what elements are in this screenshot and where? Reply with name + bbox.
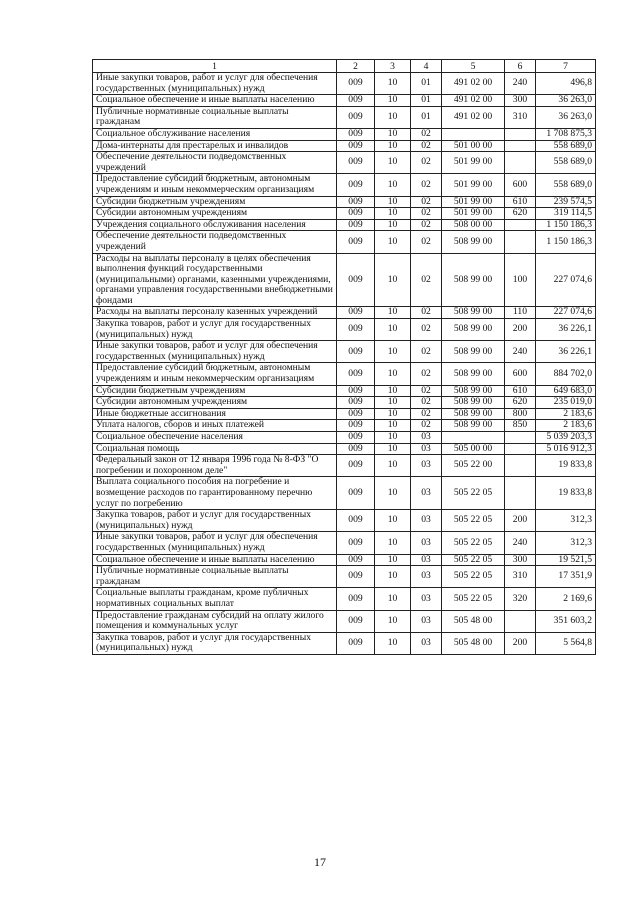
cell-target-article: 491 02 00: [442, 95, 505, 107]
cell-subsection-code: 01: [411, 106, 442, 128]
cell-amount: 239 574,5: [536, 196, 596, 208]
cell-expense-type: 110: [505, 307, 536, 319]
cell-expense-type: 620: [505, 208, 536, 220]
cell-section-code: 10: [375, 397, 411, 409]
row-name: Субсидии автономным учреждениям: [93, 397, 337, 409]
table-row: [93, 588, 596, 610]
cell-section-code: 10: [375, 363, 411, 385]
cell-section-code: 10: [375, 432, 411, 444]
cell-subsection-code: 02: [411, 128, 442, 140]
table-row: [93, 510, 596, 532]
cell-expense-type: [505, 443, 536, 455]
cell-target-article: 491 02 00: [442, 73, 505, 95]
cell-section-code: 10: [375, 477, 411, 510]
cell-section-code: 10: [375, 219, 411, 231]
row-name: Социальное обслуживание населения: [93, 128, 337, 140]
cell-section-code: 10: [375, 140, 411, 152]
cell-subsection-code: 02: [411, 196, 442, 208]
cell-expense-type: 200: [505, 632, 536, 654]
cell-section-code: 10: [375, 196, 411, 208]
row-name: Дома-интернаты для престарелых и инвалидов: [93, 140, 337, 152]
cell-subsection-code: 03: [411, 554, 442, 566]
cell-section-code: 10: [375, 385, 411, 397]
cell-amount: 1 150 186,3: [536, 219, 596, 231]
cell-ministry-code: 009: [337, 231, 375, 253]
cell-amount: 19 833,8: [536, 455, 596, 477]
cell-amount: 558 689,0: [536, 174, 596, 196]
cell-section-code: 10: [375, 510, 411, 532]
cell-section-code: 10: [375, 174, 411, 196]
row-name: Социальное обеспечение населения: [93, 432, 337, 444]
cell-ministry-code: 009: [337, 408, 375, 420]
table-row: [93, 455, 596, 477]
cell-amount: 227 074,6: [536, 307, 596, 319]
cell-ministry-code: 009: [337, 363, 375, 385]
cell-amount: 1 150 186,3: [536, 231, 596, 253]
cell-amount: 496,8: [536, 73, 596, 95]
cell-target-article: 505 22 05: [442, 566, 505, 588]
table-row: [93, 208, 596, 220]
row-name: Иные закупки товаров, работ и услуг для обеспечения государственных (муниципальных) нужд: [93, 73, 337, 95]
cell-ministry-code: 009: [337, 319, 375, 341]
cell-amount: 319 114,5: [536, 208, 596, 220]
row-name: Иные закупки товаров, работ и услуг для обеспечения государственных (муниципальных) нужд: [93, 532, 337, 554]
row-name: Публичные нормативные социальные выплаты гражданам: [93, 566, 337, 588]
cell-target-article: 505 22 05: [442, 510, 505, 532]
row-name: Иные бюджетные ассигнования: [93, 408, 337, 420]
row-name: Расходы на выплаты персоналу казенных учреждений: [93, 307, 337, 319]
cell-amount: 351 603,2: [536, 610, 596, 632]
cell-expense-type: 600: [505, 363, 536, 385]
cell-subsection-code: 02: [411, 385, 442, 397]
cell-target-article: 505 22 05: [442, 532, 505, 554]
cell-target-article: 501 00 00: [442, 140, 505, 152]
cell-target-article: 501 99 00: [442, 196, 505, 208]
cell-subsection-code: 03: [411, 455, 442, 477]
row-name: Закупка товаров, работ и услуг для государственных (муниципальных) нужд: [93, 510, 337, 532]
cell-section-code: 10: [375, 554, 411, 566]
column-header-7: 7: [536, 60, 596, 73]
table-row: [93, 341, 596, 363]
cell-target-article: 505 22 05: [442, 477, 505, 510]
cell-expense-type: [505, 432, 536, 444]
cell-section-code: 10: [375, 455, 411, 477]
cell-target-article: 508 99 00: [442, 319, 505, 341]
cell-target-article: 508 99 00: [442, 231, 505, 253]
cell-section-code: 10: [375, 73, 411, 95]
cell-section-code: 10: [375, 532, 411, 554]
row-name: Учреждения социального обслуживания населения: [93, 219, 337, 231]
row-name: Выплата социального пособия на погребение и возмещение расходов по гарантированному перечню услуг по погребению: [93, 477, 337, 510]
row-name: Федеральный закон от 12 января 1996 года № 8-ФЗ "О погребении и похоронном деле": [93, 455, 337, 477]
row-name: Обеспечение деятельности подведомственных учреждений: [93, 231, 337, 253]
cell-section-code: 10: [375, 208, 411, 220]
row-name: Субсидии автономным учреждениям: [93, 208, 337, 220]
cell-target-article: 508 99 00: [442, 307, 505, 319]
cell-amount: 312,3: [536, 510, 596, 532]
cell-section-code: 10: [375, 588, 411, 610]
cell-target-article: 508 99 00: [442, 341, 505, 363]
table-row: [93, 532, 596, 554]
budget-table: [92, 59, 596, 655]
cell-amount: 5 564,8: [536, 632, 596, 654]
cell-target-article: 501 99 00: [442, 174, 505, 196]
cell-subsection-code: 03: [411, 443, 442, 455]
cell-section-code: 10: [375, 95, 411, 107]
cell-ministry-code: 009: [337, 341, 375, 363]
cell-expense-type: 850: [505, 420, 536, 432]
header-row: [93, 60, 596, 73]
cell-ministry-code: 009: [337, 477, 375, 510]
cell-amount: 884 702,0: [536, 363, 596, 385]
cell-amount: 2 183,6: [536, 408, 596, 420]
cell-ministry-code: 009: [337, 510, 375, 532]
cell-subsection-code: 03: [411, 510, 442, 532]
cell-expense-type: [505, 610, 536, 632]
cell-section-code: 10: [375, 319, 411, 341]
cell-expense-type: [505, 455, 536, 477]
page-number: 17: [314, 855, 326, 869]
cell-ministry-code: 009: [337, 610, 375, 632]
cell-section-code: 10: [375, 253, 411, 307]
cell-subsection-code: 03: [411, 432, 442, 444]
row-name: Закупка товаров, работ и услуг для государственных (муниципальных) нужд: [93, 319, 337, 341]
cell-ministry-code: 009: [337, 73, 375, 95]
table-row: [93, 152, 596, 174]
cell-ministry-code: 009: [337, 307, 375, 319]
row-name: Предоставление субсидий бюджетным, автономным учреждениям и иным некоммерческим организациям: [93, 363, 337, 385]
column-header-1: 1: [93, 60, 337, 73]
cell-subsection-code: 02: [411, 408, 442, 420]
row-name: Закупка товаров, работ и услуг для государственных (муниципальных) нужд: [93, 632, 337, 654]
table-row: [93, 477, 596, 510]
cell-expense-type: 320: [505, 588, 536, 610]
cell-subsection-code: 02: [411, 307, 442, 319]
cell-target-article: 505 00 00: [442, 443, 505, 455]
cell-ministry-code: 009: [337, 152, 375, 174]
table-row: [93, 196, 596, 208]
cell-amount: 36 263,0: [536, 95, 596, 107]
column-header-6: 6: [505, 60, 536, 73]
cell-target-article: 508 99 00: [442, 253, 505, 307]
cell-ministry-code: 009: [337, 128, 375, 140]
cell-expense-type: [505, 477, 536, 510]
cell-expense-type: 610: [505, 385, 536, 397]
cell-amount: 227 074,6: [536, 253, 596, 307]
cell-subsection-code: 02: [411, 420, 442, 432]
table-row: [93, 140, 596, 152]
cell-subsection-code: 01: [411, 73, 442, 95]
cell-expense-type: 200: [505, 510, 536, 532]
cell-expense-type: 310: [505, 106, 536, 128]
cell-expense-type: 300: [505, 554, 536, 566]
cell-subsection-code: 02: [411, 363, 442, 385]
cell-subsection-code: 03: [411, 477, 442, 510]
cell-amount: 558 689,0: [536, 140, 596, 152]
row-name: Социальное обеспечение и иные выплаты населению: [93, 554, 337, 566]
column-header-5: 5: [442, 60, 505, 73]
table-row: [93, 106, 596, 128]
cell-amount: 649 683,0: [536, 385, 596, 397]
cell-subsection-code: 02: [411, 174, 442, 196]
cell-section-code: 10: [375, 632, 411, 654]
cell-ministry-code: 009: [337, 588, 375, 610]
cell-ministry-code: 009: [337, 443, 375, 455]
cell-ministry-code: 009: [337, 420, 375, 432]
row-name: Субсидии бюджетным учреждениям: [93, 385, 337, 397]
cell-target-article: 505 48 00: [442, 610, 505, 632]
cell-ministry-code: 009: [337, 455, 375, 477]
cell-subsection-code: 02: [411, 208, 442, 220]
cell-expense-type: 620: [505, 397, 536, 409]
cell-ministry-code: 009: [337, 432, 375, 444]
cell-subsection-code: 03: [411, 588, 442, 610]
cell-amount: 36 226,1: [536, 341, 596, 363]
cell-subsection-code: 03: [411, 632, 442, 654]
table-row: [93, 610, 596, 632]
cell-ministry-code: 009: [337, 566, 375, 588]
table-row: [93, 566, 596, 588]
cell-subsection-code: 02: [411, 231, 442, 253]
cell-section-code: 10: [375, 307, 411, 319]
cell-amount: 235 019,0: [536, 397, 596, 409]
cell-ministry-code: 009: [337, 196, 375, 208]
cell-amount: 2 169,6: [536, 588, 596, 610]
table-body: [93, 73, 596, 655]
cell-subsection-code: 02: [411, 341, 442, 363]
cell-ministry-code: 009: [337, 174, 375, 196]
table-row: [93, 432, 596, 444]
row-name: Обеспечение деятельности подведомственных учреждений: [93, 152, 337, 174]
cell-subsection-code: 01: [411, 95, 442, 107]
table-row: [93, 128, 596, 140]
row-name: Уплата налогов, сборов и иных платежей: [93, 420, 337, 432]
cell-target-article: [442, 432, 505, 444]
cell-amount: 558 689,0: [536, 152, 596, 174]
column-header-2: 2: [337, 60, 375, 73]
cell-subsection-code: 02: [411, 140, 442, 152]
table-row: [93, 253, 596, 307]
row-name: Субсидии бюджетным учреждениям: [93, 196, 337, 208]
cell-section-code: 10: [375, 341, 411, 363]
cell-expense-type: 300: [505, 95, 536, 107]
cell-expense-type: 100: [505, 253, 536, 307]
cell-expense-type: 310: [505, 566, 536, 588]
table-row: [93, 363, 596, 385]
cell-target-article: 501 99 00: [442, 208, 505, 220]
cell-expense-type: [505, 219, 536, 231]
cell-ministry-code: 009: [337, 532, 375, 554]
cell-subsection-code: 02: [411, 397, 442, 409]
cell-amount: 1 708 875,3: [536, 128, 596, 140]
table-row: [93, 397, 596, 409]
cell-subsection-code: 03: [411, 566, 442, 588]
table-row: [93, 443, 596, 455]
cell-expense-type: [505, 231, 536, 253]
row-name: Социальное обеспечение и иные выплаты населению: [93, 95, 337, 107]
table-row: [93, 219, 596, 231]
cell-ministry-code: 009: [337, 554, 375, 566]
table-row: [93, 73, 596, 95]
table-row: [93, 554, 596, 566]
cell-section-code: 10: [375, 128, 411, 140]
row-name: Расходы на выплаты персоналу в целях обеспечения выполнения функций государственными (муниципальными) органами, казенными учреждениями, органами управления государственными внебюджетными фондами: [93, 253, 337, 307]
cell-expense-type: 240: [505, 73, 536, 95]
cell-target-article: 491 02 00: [442, 106, 505, 128]
cell-section-code: 10: [375, 408, 411, 420]
cell-section-code: 10: [375, 610, 411, 632]
row-name: Иные закупки товаров, работ и услуг для обеспечения государственных (муниципальных) нужд: [93, 341, 337, 363]
cell-ministry-code: 009: [337, 219, 375, 231]
cell-ministry-code: 009: [337, 140, 375, 152]
cell-ministry-code: 009: [337, 106, 375, 128]
cell-subsection-code: 03: [411, 532, 442, 554]
cell-ministry-code: 009: [337, 632, 375, 654]
row-name: Социальные выплаты гражданам, кроме публичных нормативных социальных выплат: [93, 588, 337, 610]
table-row: [93, 420, 596, 432]
row-name: Предоставление гражданам субсидий на оплату жилого помещения и коммунальных услуг: [93, 610, 337, 632]
cell-target-article: 505 22 05: [442, 588, 505, 610]
cell-expense-type: [505, 128, 536, 140]
cell-section-code: 10: [375, 106, 411, 128]
cell-ministry-code: 009: [337, 397, 375, 409]
cell-target-article: 508 99 00: [442, 420, 505, 432]
cell-expense-type: [505, 140, 536, 152]
cell-expense-type: 600: [505, 174, 536, 196]
row-name: Социальная помощь: [93, 443, 337, 455]
cell-target-article: 508 99 00: [442, 408, 505, 420]
table-row: [93, 307, 596, 319]
cell-expense-type: [505, 152, 536, 174]
cell-ministry-code: 009: [337, 95, 375, 107]
cell-section-code: 10: [375, 152, 411, 174]
cell-target-article: [442, 128, 505, 140]
table-row: [93, 174, 596, 196]
cell-section-code: 10: [375, 443, 411, 455]
cell-subsection-code: 02: [411, 219, 442, 231]
cell-section-code: 10: [375, 420, 411, 432]
cell-section-code: 10: [375, 566, 411, 588]
table-row: [93, 95, 596, 107]
cell-expense-type: 200: [505, 319, 536, 341]
row-name: Предоставление субсидий бюджетным, автономным учреждениям и иным некоммерческим организациям: [93, 174, 337, 196]
table-row: [93, 231, 596, 253]
table-row: [93, 319, 596, 341]
cell-target-article: 508 99 00: [442, 397, 505, 409]
cell-subsection-code: 02: [411, 253, 442, 307]
table-row: [93, 408, 596, 420]
cell-subsection-code: 03: [411, 610, 442, 632]
cell-amount: 5 016 912,3: [536, 443, 596, 455]
cell-expense-type: 240: [505, 341, 536, 363]
column-header-3: 3: [375, 60, 411, 73]
table-row: [93, 385, 596, 397]
cell-section-code: 10: [375, 231, 411, 253]
row-name: Публичные нормативные социальные выплаты гражданам: [93, 106, 337, 128]
cell-subsection-code: 02: [411, 152, 442, 174]
cell-target-article: 505 48 00: [442, 632, 505, 654]
cell-amount: 36 263,0: [536, 106, 596, 128]
cell-amount: 312,3: [536, 532, 596, 554]
cell-target-article: 508 00 00: [442, 219, 505, 231]
cell-amount: 36 226,1: [536, 319, 596, 341]
cell-amount: 5 039 203,3: [536, 432, 596, 444]
cell-target-article: 508 99 00: [442, 363, 505, 385]
cell-amount: 2 183,6: [536, 420, 596, 432]
cell-ministry-code: 009: [337, 208, 375, 220]
cell-target-article: 501 99 00: [442, 152, 505, 174]
cell-amount: 17 351,9: [536, 566, 596, 588]
cell-amount: 19 521,5: [536, 554, 596, 566]
cell-expense-type: 610: [505, 196, 536, 208]
cell-target-article: 505 22 00: [442, 455, 505, 477]
cell-ministry-code: 009: [337, 253, 375, 307]
cell-expense-type: 240: [505, 532, 536, 554]
cell-target-article: 505 22 05: [442, 554, 505, 566]
cell-subsection-code: 02: [411, 319, 442, 341]
cell-ministry-code: 009: [337, 385, 375, 397]
table-row: [93, 632, 596, 654]
cell-target-article: 508 99 00: [442, 385, 505, 397]
cell-expense-type: 800: [505, 408, 536, 420]
column-header-4: 4: [411, 60, 442, 73]
cell-amount: 19 833,8: [536, 477, 596, 510]
